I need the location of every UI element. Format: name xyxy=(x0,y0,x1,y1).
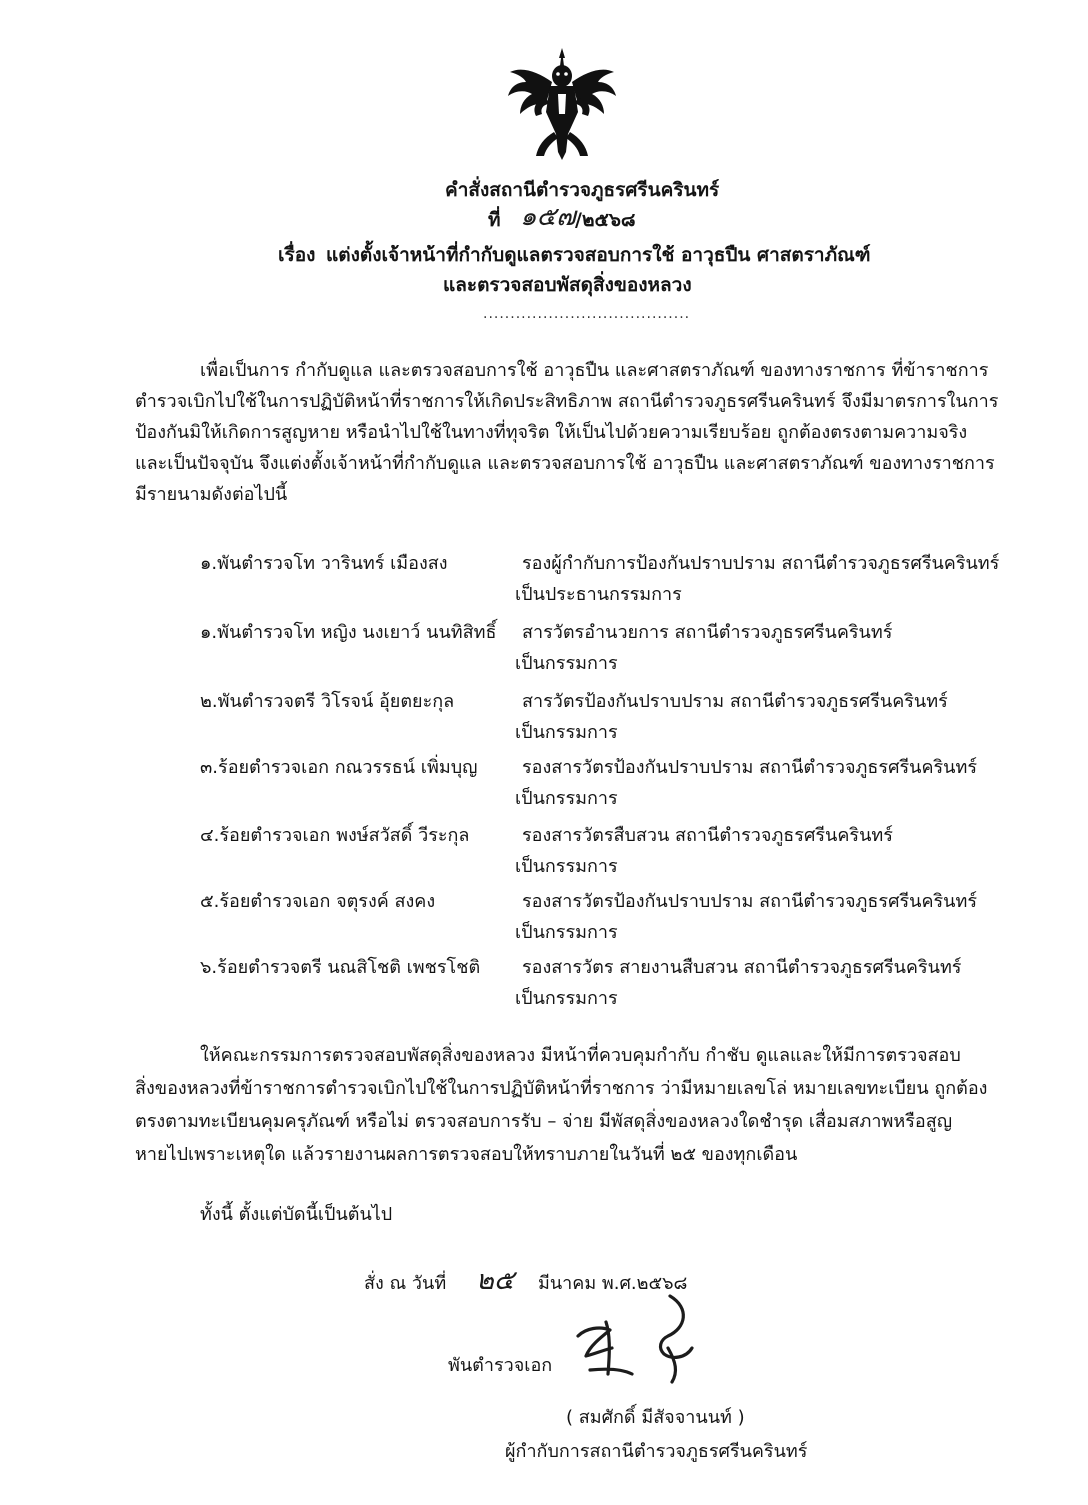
signer-name: ( สมศักดิ์ มีสัจจานนท์ ) xyxy=(566,1407,745,1428)
member-name: ๑.พันตำรวจโท หญิง นงเยาว์ นนทิสิทธิ์ xyxy=(200,622,497,643)
intro-line: ป้องกันมิให้เกิดการสูญหาย หรือนำไปใช้ในทางที่ทุจริต ให้เป็นไปด้วยความเรียบร้อย ถูกต้องตรงตามความจริง xyxy=(135,422,968,443)
order-date-suffix: มีนาคม พ.ศ.๒๕๖๘ xyxy=(538,1273,688,1294)
garuda-emblem-icon xyxy=(502,42,622,164)
duties-line: สิ่งของหลวงที่ข้าราชการตำรวจเบิกไปใช้ในการปฏิบัติหน้าที่ราชการ ว่ามีหมายเลขโล่ หมายเลขทะเบียน ถูกต้อง xyxy=(135,1078,988,1099)
signature-mark xyxy=(560,1288,760,1388)
member-position: รองสารวัตรป้องกันปราบปราม สถานีตำรวจภูธรศรีนครินทร์ xyxy=(522,757,978,778)
header-separator: ...................................... xyxy=(483,306,691,322)
subject-line-2: และตรวจสอบพัสดุสิ่งของหลวง xyxy=(443,274,692,296)
member-name: ๒.พันตำรวจตรี วิโรจน์ อุ้ยตยะกุล xyxy=(200,691,455,712)
member-position: รองสารวัตรสืบสวน สถานีตำรวจภูธรศรีนครินทร์ xyxy=(522,825,893,846)
duties-line: ให้คณะกรรมการตรวจสอบพัสดุสิ่งของหลวง มีหน้าที่ควบคุมกำกับ กำชับ ดูแลและให้มีการตรวจสอบ xyxy=(200,1045,961,1066)
member-role: เป็นกรรมการ xyxy=(515,856,618,877)
order-number-year: /๒๕๖๘ xyxy=(575,209,636,231)
member-name: ๕.ร้อยตำรวจเอก จตุรงค์ สงคง xyxy=(200,891,436,912)
order-title: คำสั่งสถานีตำรวจภูธรศรีนครินทร์ xyxy=(445,179,720,201)
member-position: รองผู้กำกับการป้องกันปราบปราม สถานีตำรวจภูธรศรีนครินทร์ xyxy=(522,553,1000,574)
member-name: ๓.ร้อยตำรวจเอก กณวรรธน์ เพิ่มบุญ xyxy=(200,757,478,778)
member-position: สารวัตรป้องกันปราบปราม สถานีตำรวจภูธรศรีนครินทร์ xyxy=(522,691,948,712)
duties-line: ตรงตามทะเบียนคุมครุภัณฑ์ หรือไม่ ตรวจสอบการรับ – จ่าย มีพัสดุสิ่งของหลวงใดชำรุด เสื่อมสภาพหรือสูญ xyxy=(135,1111,953,1132)
intro-line: มีรายนามดังต่อไปนี้ xyxy=(135,484,288,505)
signer-title: ผู้กำกับการสถานีตำรวจภูธรศรีนครินทร์ xyxy=(505,1441,808,1462)
order-number-handwritten: ๑๕๗ xyxy=(520,202,576,232)
signer-rank: พันตำรวจเอก xyxy=(448,1355,553,1376)
order-date-day-handwritten: ๒๕ xyxy=(476,1265,515,1296)
member-position: สารวัตรอำนวยการ สถานีตำรวจภูธรศรีนครินทร์ xyxy=(522,622,893,643)
member-role: เป็นกรรมการ xyxy=(515,788,618,809)
member-role: เป็นกรรมการ xyxy=(515,988,618,1009)
member-position: รองสารวัตรป้องกันปราบปราม สถานีตำรวจภูธรศรีนครินทร์ xyxy=(522,891,978,912)
member-role: เป็นประธานกรรมการ xyxy=(515,584,682,605)
intro-line: และเป็นปัจจุบัน จึงแต่งตั้งเจ้าหน้าที่กำกับดูแล และตรวจสอบการใช้ อาวุธปืน และศาสตราภัณฑ์ ของทางราชการ xyxy=(135,453,995,474)
subject-label: เรื่อง xyxy=(278,244,316,266)
member-position: รองสารวัตร สายงานสืบสวน สถานีตำรวจภูธรศรีนครินทร์ xyxy=(522,957,962,978)
member-name: ๑.พันตำรวจโท วารินทร์ เมืองสง xyxy=(200,553,448,574)
intro-line: เพื่อเป็นการ กำกับดูแล และตรวจสอบการใช้ อาวุธปืน และศาสตราภัณฑ์ ของทางราชการ ที่ข้าราชการ xyxy=(200,360,989,381)
member-name: ๖.ร้อยตำรวจตรี นณสิโชติ เพชรโชติ xyxy=(200,957,481,978)
subject-line-1: แต่งตั้งเจ้าหน้าที่กำกับดูแลตรวจสอบการใช้ อาวุธปืน ศาสตราภัณฑ์ xyxy=(326,244,871,266)
member-role: เป็นกรรมการ xyxy=(515,922,618,943)
member-role: เป็นกรรมการ xyxy=(515,722,618,743)
member-role: เป็นกรรมการ xyxy=(515,653,618,674)
member-name: ๔.ร้อยตำรวจเอก พงษ์สวัสดิ์ วีระกุล xyxy=(200,825,470,846)
effective-statement: ทั้งนี้ ตั้งแต่บัดนี้เป็นต้นไป xyxy=(200,1204,393,1225)
order-number-label: ที่ xyxy=(488,209,501,231)
order-date-prefix: สั่ง ณ วันที่ xyxy=(364,1273,447,1294)
intro-line: ตำรวจเบิกไปใช้ในการปฏิบัติหน้าที่ราชการให้เกิดประสิทธิภาพ สถานีตำรวจภูธรศรีนครินทร์ จึงมีมาตรการในการ xyxy=(135,391,999,412)
duties-line: หายไปเพราะเหตุใด แล้วรายงานผลการตรวจสอบให้ทราบภายในวันที่ ๒๕ ของทุกเดือน xyxy=(135,1144,798,1165)
